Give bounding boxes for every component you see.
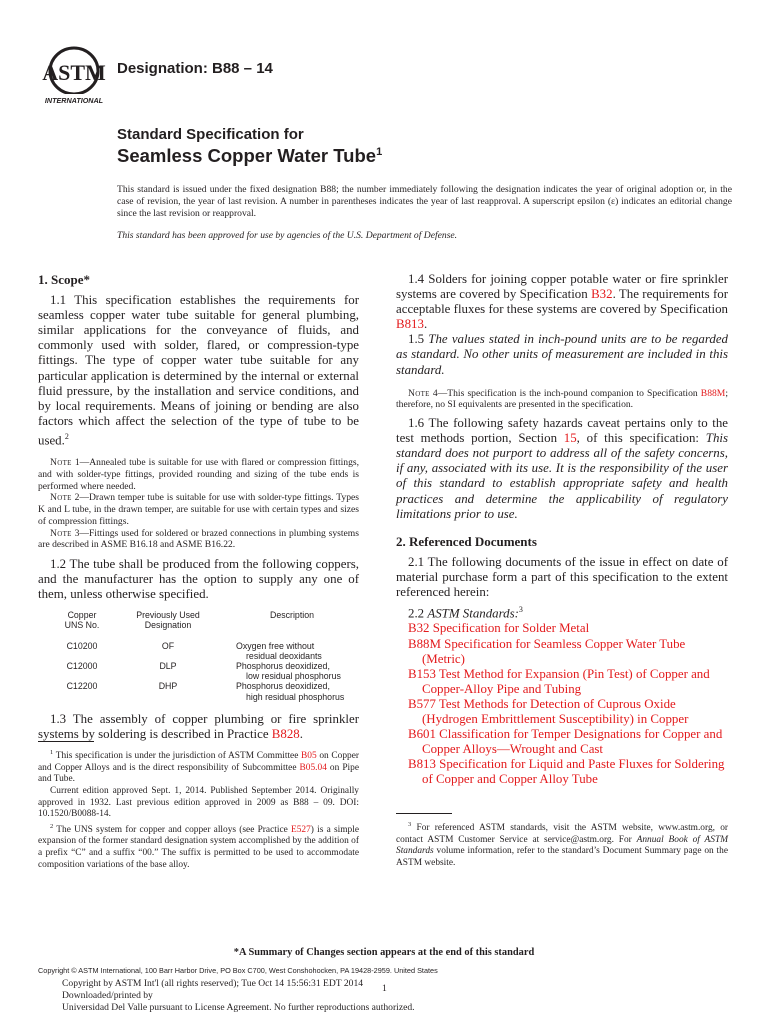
note-text: —Annealed tube is suitable for use with flared or compression fittings, and with solder-type fittings, provided rounding and sizing of the tube ends is performed where needed. <box>38 457 360 492</box>
footnote-rule <box>396 813 452 814</box>
footnote-ref-2: 2 <box>64 431 69 441</box>
para-text: . <box>423 317 428 332</box>
fn-text: volume information, refer to the standard’s Document Summary page on the ASTM website. <box>396 846 728 868</box>
cell-description <box>224 661 360 681</box>
para-text: . The requirements for acceptable fluxes for these systems are covered by Specification <box>396 287 728 317</box>
list-item[interactable] <box>408 697 728 727</box>
download-line: Universidad Del Valle pursuant to License Agreement. No further reproductions authorized. <box>62 1002 415 1014</box>
title-line-1: Standard Specification for <box>117 126 304 143</box>
scope-heading: 1. Scope* <box>38 272 90 287</box>
desc-line: Phosphorus deoxidized, <box>236 681 330 692</box>
col-header-designation <box>112 610 224 630</box>
reference-list <box>396 621 728 787</box>
cell-uns: C12200 <box>66 681 98 692</box>
note-label: Note <box>50 457 72 469</box>
download-notice <box>62 978 415 1015</box>
para-text: . <box>299 726 303 741</box>
note-1 <box>38 457 359 492</box>
list-item[interactable] <box>408 757 728 787</box>
list-item[interactable] <box>408 667 728 697</box>
para-text: The values stated in inch-pound units are to be regarded as standard. No other units of measurement are included in this standard. <box>396 332 728 377</box>
desc-line: low residual phosphorus <box>246 671 341 682</box>
header-text: UNS No. <box>64 620 100 631</box>
fn-text: This specification is under the jurisdiction of ASTM Committee <box>55 751 302 762</box>
dod-approval: This standard has been approved for use by agencies of the U.S. Department of Defense. <box>117 230 458 241</box>
fn-text: For referenced ASTM standards, visit the ASTM website, www.astm.org, or contact ASTM Customer Service at service@astm.org. For <box>396 823 729 845</box>
note-text: ; therefore, no SI equivalents are presented in the specification. <box>396 387 728 411</box>
issuance-statement: This standard is issued under the fixed designation B88; the number immediately following the designation indicates the year of original adoption or, in the case of revision, the year of last revision. A number in parentheses indicates the year of last reapproval. A superscript epsilon (ε) indicates an editorial change since the last revision or reapproval. <box>117 184 732 220</box>
note-label: Note <box>50 527 72 539</box>
list-item[interactable] <box>408 637 728 667</box>
para-2-1: 2.1 The following documents of the issue in effect on date of material purchase form a part of this specification to the extent referenced herein: <box>396 554 728 599</box>
desc-line: Phosphorus deoxidized, <box>236 661 330 672</box>
ref-title[interactable]: Specification for Liquid and Paste Fluxes for Soldering of Copper and Copper Alloy Tube <box>422 757 725 787</box>
ref-title[interactable]: Specification for Solder Metal <box>429 621 590 636</box>
cell-designation: DHP <box>158 681 178 692</box>
col-header-description: Description <box>270 610 315 621</box>
right-column <box>396 272 728 788</box>
referenced-documents-heading: 2. Referenced Documents <box>396 533 537 549</box>
cell-designation: OF <box>161 640 175 651</box>
footnote-2: $^2$ The UNS system for copper and copper alloys (see Practice E527) is a simple expansion of the former standard designation system accomplished by the addition of a prefix “C” and a suffix “00.” The suffix is permitted to be used to accommodate composition variations of the base alloy. <box>38 822 359 870</box>
list-item[interactable] <box>408 727 728 757</box>
para-number: 1.5 <box>408 332 429 347</box>
col-header-uns <box>52 610 112 630</box>
note-2 <box>38 492 359 527</box>
svg-text:ASTM: ASTM <box>42 60 106 85</box>
table-row <box>52 681 360 701</box>
para-text: This standard does not purport to address all of the safety concerns, if any, associated with its use. It is the responsibility of the user of this standard to establish appropriate safety and health practices and determine the applicability of regulatory limitations prior to use. <box>396 431 728 521</box>
para-text: , of this specification: <box>576 431 706 446</box>
note-4 <box>396 388 728 411</box>
table-header-row <box>52 610 360 630</box>
para-number: 2.2 <box>408 606 428 621</box>
designation: Designation: B88 – 14 <box>117 60 273 77</box>
table-row <box>52 641 360 661</box>
para-2-2 <box>396 602 728 621</box>
header-text: Designation <box>144 620 192 631</box>
desc-line: high residual phosphorus <box>246 691 345 702</box>
footnote-rule <box>38 741 94 742</box>
para-1-1-text: 1.1 This specification establishes the requirements for seamless copper water tube suitable for general plumbing, similar applications for the conveyance of fluids, and commonly used with solder, flared, or compression-type fittings. The type of copper water tube suitable for any particular application is determined by the internal or external fluid pressure, by the installation and service conditions, and by local requirements. Means of joining or bending are also factors which affect the selection of the type of tube to be used. <box>38 293 359 448</box>
fn-text: The UNS system for copper and copper alloys (see Practice <box>56 824 291 835</box>
left-column <box>38 272 359 742</box>
link-b05[interactable]: B05 <box>301 751 317 762</box>
link-b32[interactable]: B32 <box>591 287 613 302</box>
title-text: Seamless Copper Water Tube <box>117 145 377 166</box>
header-text: Copper <box>67 610 97 621</box>
ref-code[interactable]: B813 <box>408 757 436 772</box>
page-number: 1 <box>382 983 387 994</box>
fn-text: on Copper and Copper Alloys and is the direct responsibility of Subcommittee <box>38 751 359 773</box>
link-b828[interactable]: B828 <box>271 726 300 741</box>
header-text: Previously Used <box>136 610 200 621</box>
footnote-ref-3: 3 <box>518 605 523 615</box>
summary-of-changes-note: *A Summary of Changes section appears at the end of this standard <box>233 947 535 958</box>
desc-line: residual deoxidants <box>246 650 322 661</box>
left-footnotes <box>38 747 359 871</box>
ref-code[interactable]: B601 <box>408 727 436 742</box>
footnote-3: $^3$ For referenced ASTM standards, visit the ASTM website, www.astm.org, or contact ASTM Customer Service at service@astm.org. For Annual Book of ASTM Standards volume information, refer to the standard’s Document Summary page on the ASTM website. <box>396 821 729 868</box>
para-1-4 <box>396 272 728 332</box>
ref-code[interactable]: B32 <box>408 621 430 636</box>
link-b813[interactable]: B813 <box>396 317 424 332</box>
svg-text:INTERNATIONAL: INTERNATIONAL <box>44 96 104 105</box>
link-b05-04[interactable]: B05.04 <box>299 762 327 773</box>
note-number: 3 <box>74 527 80 539</box>
desc-line: Oxygen free without <box>236 640 315 651</box>
astm-logo-mark <box>36 46 112 108</box>
para-1-5 <box>396 332 728 377</box>
ref-title[interactable]: Specification for Seamless Copper Water Tube (Metric) <box>422 636 686 666</box>
link-b88m[interactable]: B88M <box>700 387 726 399</box>
title-line-2 <box>117 145 382 167</box>
note-number: 4 <box>432 387 438 399</box>
ref-code[interactable]: B577 <box>408 696 436 711</box>
astm-logo <box>36 46 112 108</box>
note-number: 2 <box>74 492 80 504</box>
note-text: —This specification is the inch-pound companion to Specification <box>437 387 701 399</box>
download-line: Downloaded/printed by <box>62 990 153 1002</box>
para-text: 1.3 The assembly of copper plumbing or fire sprinkler systems by soldering is described in Practice <box>38 711 359 741</box>
ref-code[interactable]: B88M <box>408 636 441 651</box>
copyright-line: Copyright © ASTM International, 100 Barr Harbor Drive, PO Box C700, West Conshohocken, PA 19428-2959. United States <box>38 966 438 975</box>
right-footnotes <box>396 819 728 870</box>
ref-title[interactable]: Classification for Temper Designations for Copper and Copper Alloys—Wrought and Cast <box>422 727 723 757</box>
note-number: 1 <box>74 457 80 469</box>
para-1-2: 1.2 The tube shall be produced from the following coppers, and the manufacturer has the option to supply any one of them, unless otherwise specified. <box>38 556 359 602</box>
cell-uns: C10200 <box>66 640 98 651</box>
ref-title[interactable]: Test Method for Expansion (Pin Test) of Copper and Copper-Alloy Pipe and Tubing <box>422 666 710 696</box>
para-text: 1.4 Solders for joining copper potable water or fire sprinkler systems are covered by Specification <box>396 272 728 302</box>
ref-title[interactable]: Test Methods for Detection of Cuprous Oxide (Hydrogen Embrittlement Susceptibility) in Copper <box>422 696 689 727</box>
para-text: ASTM Standards: <box>427 606 519 621</box>
para-1-1 <box>38 293 359 448</box>
footnote-1-edition: Current edition approved Sept. 1, 2014. Published September 2014. Originally approved in 1932. Last previous edition approved in 2009 as B88 – 09. DOI: 10.1520/B0088-14. <box>38 785 359 820</box>
fn-text: Annual Book of ASTM Standards <box>396 834 728 857</box>
title-footnote-mark: 1 <box>376 146 383 158</box>
ref-code[interactable]: B153 <box>408 666 436 681</box>
cell-description <box>224 681 360 701</box>
para-1-6 <box>396 416 728 522</box>
copper-table <box>52 610 360 702</box>
link-section-15[interactable]: 15 <box>563 431 577 446</box>
table-row <box>52 661 360 681</box>
cell-designation: DLP <box>159 661 177 672</box>
note-label: Note <box>408 387 430 399</box>
cell-description <box>224 641 360 661</box>
list-item[interactable] <box>408 621 728 636</box>
note-text: —Fittings used for soldered or brazed connections in plumbing systems are described in ASME B16.18 and ASME B16.22. <box>38 527 359 551</box>
note-text: —Drawn temper tube is suitable for use with solder-type fittings. Types K and L tube, in the drawn temper, are suitable for use with certain types and sizes of compression fittings. <box>38 492 359 527</box>
fn-text: on Pipe and Tube. <box>38 762 359 785</box>
note-3 <box>38 528 359 551</box>
footnote-1: $^1$ This specification is under the jurisdiction of ASTM Committee B05 on Copper and Copper Alloys and is the direct responsibility of Subcommittee B05.04 on Pipe and Tube. <box>38 749 359 785</box>
para-1-3 <box>38 712 359 742</box>
para-text: 1.6 The following safety hazards caveat pertains only to the test methods portion, Section <box>396 416 728 446</box>
cell-uns: C12000 <box>66 661 98 672</box>
note-label: Note <box>50 492 72 504</box>
download-line: Copyright by ASTM Int'l (all rights reserved); Tue Oct 14 15:56:31 EDT 2014 <box>62 978 364 989</box>
fn-text: ) is a simple expansion of the former standard designation system accomplished by the addition of a prefix “C” and a suffix “00.” The suffix is permitted to be used to accommodate composition variations of the base alloy. <box>38 824 359 870</box>
link-e527[interactable]: E527 <box>291 824 311 835</box>
